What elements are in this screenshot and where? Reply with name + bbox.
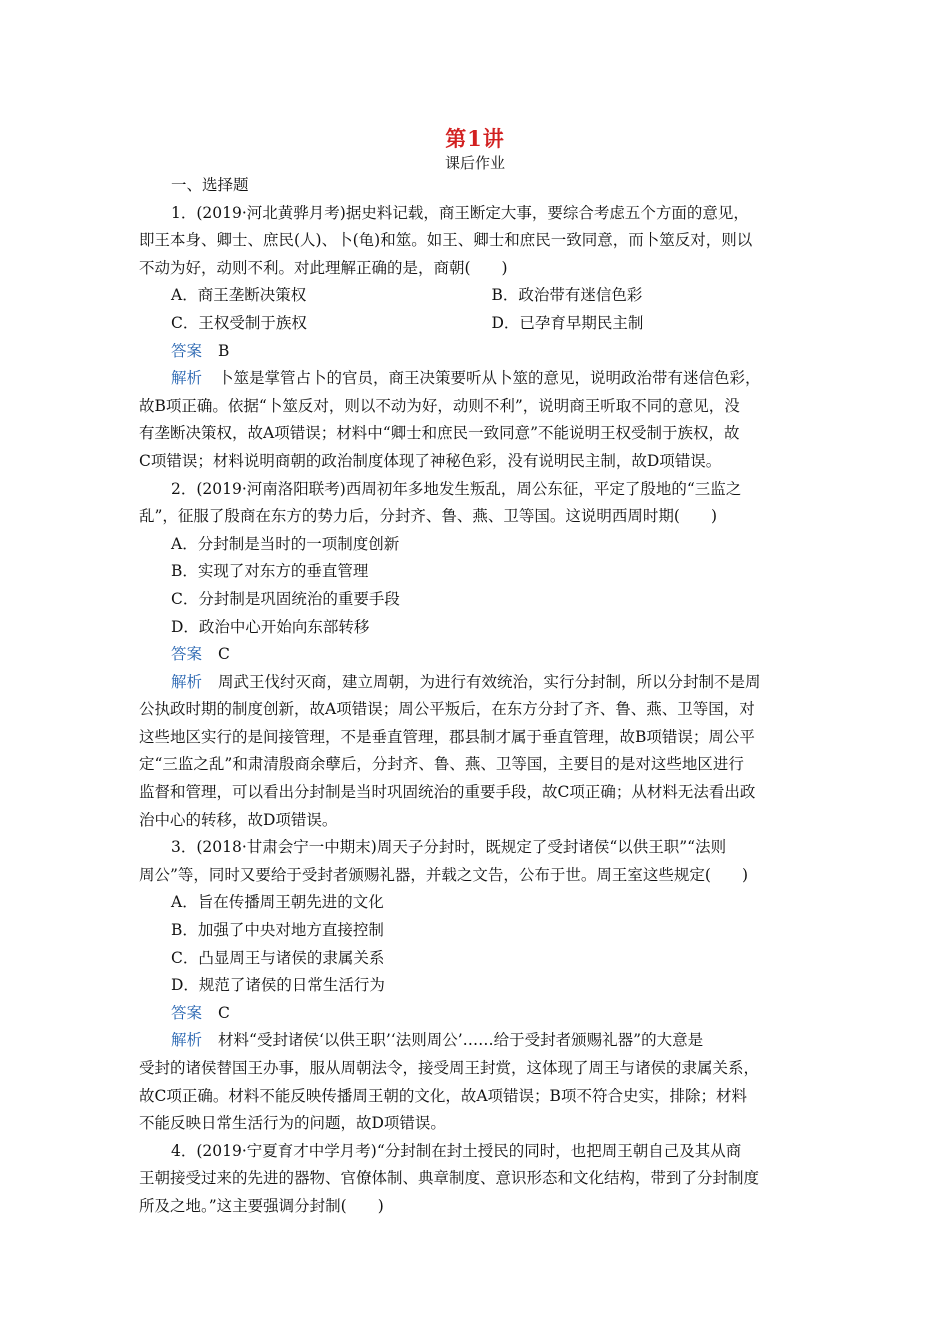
option-c: C．王权受制于族权 [171, 313, 307, 332]
option-a: A．商王垄断决策权 [171, 286, 307, 305]
answer-line [139, 641, 812, 669]
question-stem-line: 乱”，征服了殷商在东方的势力后，分封齐、鲁、燕、卫等国。这说明西周时期( ) [139, 507, 718, 526]
option-row [139, 310, 812, 338]
section-heading: 一、选择题 [171, 176, 249, 194]
analysis-text: 定“三监之乱”和肃清殷商余孽后，分封齐、鲁、燕、卫等国，主要目的是对这些地区进行 [139, 755, 744, 774]
analysis-text: 不能反映日常生活行为的问题，故D项错误。 [139, 1114, 446, 1133]
question-2 [139, 476, 812, 835]
document-body [139, 172, 812, 1221]
option-b: B．加强了中央对地方直接控制 [171, 921, 384, 940]
option-d: D．已孕育早期民主制 [491, 313, 644, 332]
answer-value: B [218, 341, 230, 360]
question-4 [139, 1138, 812, 1221]
question-stem-line: 3．(2018·甘肃会宁一中期末)周天子分封时，既规定了受封诸侯“以供王职”“法则 [171, 838, 727, 857]
answer-line [139, 1000, 812, 1028]
question-stem-line: 4．(2019·宁夏育才中学月考)“分封制在封土授民的同时，也把周王朝自己及其从商 [171, 1141, 742, 1160]
analysis-text: 受封的诸侯替国王办事，服从周朝法令，接受周王封赏，这体现了周王与诸侯的隶属关系， [139, 1059, 760, 1077]
option-b: B．政治带有迷信色彩 [491, 286, 643, 305]
option-c: C．分封制是巩固统治的重要手段 [171, 589, 400, 608]
analysis-label: 解析 [171, 672, 203, 691]
question-stem-line: 即王本身、卿士、庶民(人)、卜(龟)和筮。如王、卿士和庶民一致同意，而卜筮反对，则以 [139, 231, 753, 250]
analysis-text: 治中心的转移，故D项错误。 [139, 810, 338, 829]
analysis-label: 解析 [171, 369, 203, 388]
analysis-text: C项错误；材料说明商朝的政治制度体现了神秘色彩，没有说明民主制，故D项错误。 [139, 451, 722, 470]
page-subtitle: 课后作业 [444, 154, 505, 172]
analysis-line [139, 669, 812, 697]
answer-line [139, 338, 812, 366]
option-a: A．分封制是当时的一项制度创新 [171, 534, 400, 553]
question-stem-line: 所及之地。”这主要强调分封制( ) [139, 1196, 384, 1215]
answer-value: C [218, 1003, 230, 1022]
option-row [139, 282, 812, 310]
option-d: D．政治中心开始向东部转移 [171, 617, 370, 636]
analysis-text: 监督和管理，可以看出分封制是当时巩固统治的重要手段，故C项正确；从材料无法看出政 [139, 783, 756, 802]
question-stem-line: 1．(2019·河北黄骅月考)据史料记载，商王断定大事，要综合考虑五个方面的意见， [171, 203, 749, 222]
question-stem-line: 周公”等，同时又要给于受封者颁赐礼器，并载之文告，公布于世。周王室这些规定( ) [139, 865, 749, 884]
option-c: C．凸显周王与诸侯的隶属关系 [171, 948, 385, 967]
answer-label: 答案 [171, 341, 203, 360]
analysis-line [139, 1027, 812, 1055]
analysis-text: 有垄断决策权，故A项错误；材料中“卿士和庶民一致同意”不能说明王权受制于族权，故 [139, 424, 740, 443]
question-stem-line: 不动为好，动则不利。对此理解正确的是，商朝( ) [139, 258, 508, 277]
option-b: B．实现了对东方的垂直管理 [171, 562, 369, 581]
question-3 [139, 834, 812, 1138]
page-title: 第1讲 [445, 126, 505, 151]
question-stem-line: 王朝接受过来的先进的器物、官僚体制、典章制度、意识形态和文化结构，带到了分封制度 [139, 1169, 760, 1188]
analysis-label: 解析 [171, 1031, 203, 1050]
question-stem-line: 2．(2019·河南洛阳联考)西周初年多地发生叛乱，周公东征，平定了殷地的“三监之 [171, 479, 742, 498]
question-1 [139, 200, 812, 476]
analysis-text: 周武王伐纣灭商，建立周朝，为进行有效统治，实行分封制，所以分封制不是周 [218, 672, 761, 691]
analysis-text: 材料“受封诸侯‘以供王职’‘法则周公’……给于受封者颁赐礼器”的大意是 [218, 1031, 704, 1050]
analysis-line [139, 365, 812, 393]
analysis-text: 公执政时期的制度创新，故A项错误；周公平叛后，在东方分封了齐、鲁、燕、卫等国，对 [139, 700, 755, 719]
answer-value: C [218, 645, 230, 664]
answer-label: 答案 [171, 645, 203, 664]
option-d: D．规范了诸侯的日常生活行为 [171, 976, 385, 995]
option-a: A．旨在传播周王朝先进的文化 [171, 893, 384, 912]
analysis-text: 故B项正确。依据“卜筮反对，则以不动为好，动则不利”，说明商王听取不同的意见，没 [139, 396, 740, 415]
analysis-text: 这些地区实行的是间接管理，不是垂直管理，郡县制才属于垂直管理，故B项错误；周公平 [139, 727, 755, 746]
analysis-text: 故C项正确。材料不能反映传播周王朝的文化，故A项错误；B项不符合史实，排除；材料 [139, 1086, 747, 1105]
analysis-text: 卜筮是掌管占卜的官员，商王决策要听从卜筮的意见，说明政治带有迷信色彩， [218, 369, 761, 388]
answer-label: 答案 [171, 1003, 203, 1022]
